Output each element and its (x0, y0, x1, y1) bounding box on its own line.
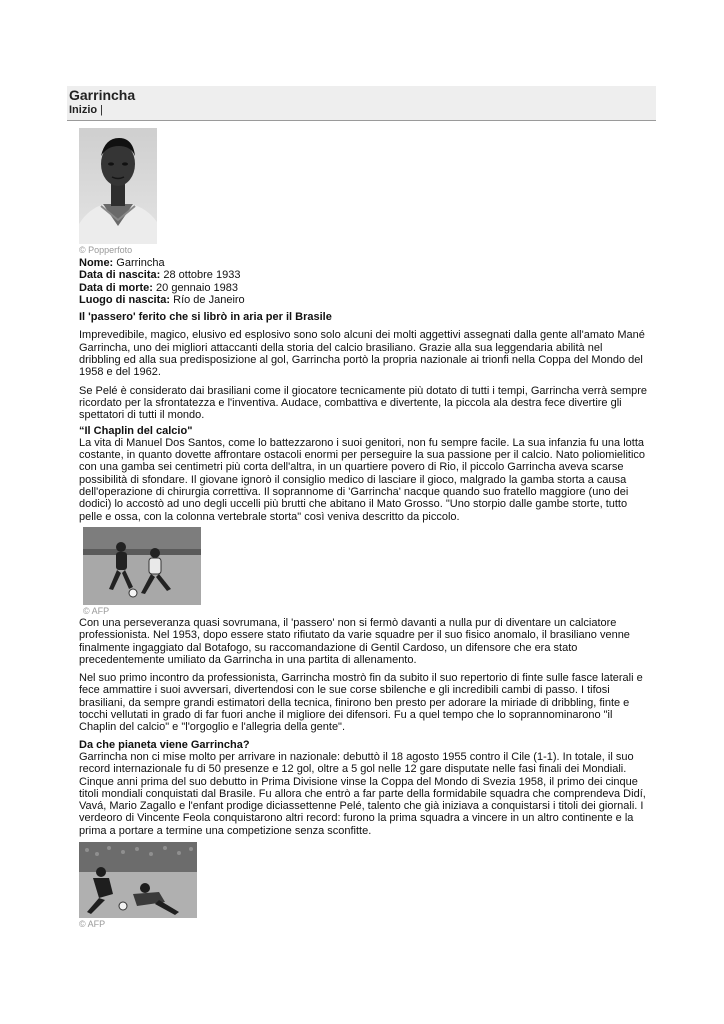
section-1-paragraph-1: Imprevedibile, magico, elusivo ed esplosivo sono solo alcuni dei molti aggettivi assegnati dalla gente all'amato Mané Garrincha, uno dei migliori attaccanti della storia del calcio brasiliano. Grazie alla sua leggendaria abilità nel dribbling ed alla sua predisposizione al gol, Garrincha portò la propria nazionale ai trionfi nella Coppa del Mondo del 1958 e del 1962. (79, 329, 645, 379)
breadcrumb-separator: | (100, 104, 104, 116)
section-3-paragraph-1: Garrincha non ci mise molto per arrivare in nazionale: debuttò il 18 agosto 1955 contro il Cile (1-1). In totale, il suo record internazionale fu di 50 presenze e 12 gol, oltre a 5 gol nelle 12 gare disputate nelle fasi finali dei Mondiali. Cinque anni prima del suo debutto in Prima Divisione vinse la Coppa del Mondo di Svezia 1958, il primo dei cinque titoli mondiali conquistati dal Brasile. Fu allora che entrò a far parte della formidabile squadra che comprendeva Didí, Vavá, Mario Zagallo e l'enfant prodige diciassettenne Pelé, talento che già iniziava a conquistarsi i titoli dei giornali. I verdeoro di Vincente Feola conquistarono altri record: furono la prima squadra a vincere in un altro continente e la prima a portare a termine una competizione senza sconfitte. (79, 750, 646, 837)
breadcrumb (69, 104, 103, 116)
article-body (79, 128, 647, 930)
match-photo-2-credit: © AFP (79, 918, 106, 929)
match-photo-1-credit: © AFP (83, 605, 110, 616)
section-2-paragraph-2: Con una perseveranza quasi sovrumana, il 'passero' non si fermò davanti a nulla pur di diventare un calciatore professionista. Nel 1953, dopo essere stato rifiutato da varie squadre per il suo fisico anomalo, il brasiliano venne finalmente ingaggiato dal Botafogo, su raccomandazione di Gentil Cardoso, un difensore che era stato precedentemente umiliato da Garrincha in una partita di allenamento. (79, 616, 630, 666)
bio-birth-label: Data di nascita: (79, 269, 161, 282)
portrait-photo (79, 128, 647, 256)
section-3-title: Da che pianeta viene Garrincha? (79, 738, 250, 751)
portrait-credit: © Popperfoto (79, 245, 133, 255)
portrait-image (79, 128, 157, 244)
section-2-paragraph-3: Nel suo primo incontro da professionista, Garrincha mostrò fin da subito il suo repertorio di finte sulle fasce laterali e fece ammattire i suoi avversari, divertendosi con le sue corse sbilenche e gli incredibili cambi di passo. I tifosi brasiliani, da sempre grandi estimatori della tecnica, finirono ben presto per adorare la miriade di dribbling, finte e tocchi vellutati in grado di far fuori anche il migliore dei difensori. Fu a quel tempo che lo soprannominarono "il Chaplin del calcio" e "l'orgoglio e l'allegria della gente". (79, 672, 643, 734)
bio-name-label: Nome: (79, 257, 114, 269)
page-header (67, 86, 656, 121)
bio-name-value: Garrincha (116, 257, 165, 269)
bio-birth-value: 28 ottobre 1933 (163, 269, 241, 282)
bio-death-label: Data di morte: (79, 281, 153, 294)
section-2-paragraph-1: La vita di Manuel Dos Santos, come lo battezzarono i suoi genitori, non fu sempre facile. La sua infanzia fu una lotta costante, in quanto dovette affrontare ostacoli enormi per perseguire la sua passione per il calcio. Nato poliomielitico con una gamba sei centimetri più corta dell'altra, in un quartiere povero di Rio, il piccolo Garrincha aveva scarse possibilità di sfondare. Il giovane ignorò il consiglio medico di lasciare il gioco, malgrado la gamba storta a causa dell'operazione di chirurgia correttiva. Il soprannome di 'Garrincha' nacque quando suo fratello maggiore (uno dei dodici) lo accostò ad uno degli uccelli più brutti che abitano il Mato Grosso. "Uno storpio dalle gambe storte, tutto pelle e ossa, con la colonna vertebrale storta" così veniva descritto da piccolo. (79, 436, 646, 523)
match-photo-1-image (83, 527, 201, 605)
bio-place-label: Luogo di nascita: (79, 293, 171, 306)
section-1-title: Il 'passero' ferito che si librò in aria per il Brasile (79, 311, 332, 324)
bio-birth-row (79, 269, 647, 281)
match-photo-2-image (79, 842, 197, 918)
breadcrumb-home-link[interactable]: Inizio (69, 104, 98, 116)
bio-death-row (79, 282, 647, 294)
bio-name-row (79, 257, 647, 269)
bio-place-value: Río de Janeiro (173, 293, 245, 306)
match-photo-2 (79, 842, 647, 930)
match-photo-1 (83, 527, 647, 617)
section-2-title: “Il Chaplin del calcio" (79, 424, 193, 437)
bio-death-value: 20 gennaio 1983 (156, 281, 238, 294)
bio-place-row (79, 294, 647, 306)
bio-facts (79, 257, 647, 306)
page-title: Garrincha (69, 87, 136, 103)
section-1-paragraph-2: Se Pelé è considerato dai brasiliani come il giocatore tecnicamente più dotato di tutti i tempi, Garrincha verrà sempre ricordato per la sfrontatezza e l'inventiva. Audace, combattiva e divertente, la piccola ala destra fece divertire gli spettatori di tutti il mondo. (79, 384, 648, 422)
